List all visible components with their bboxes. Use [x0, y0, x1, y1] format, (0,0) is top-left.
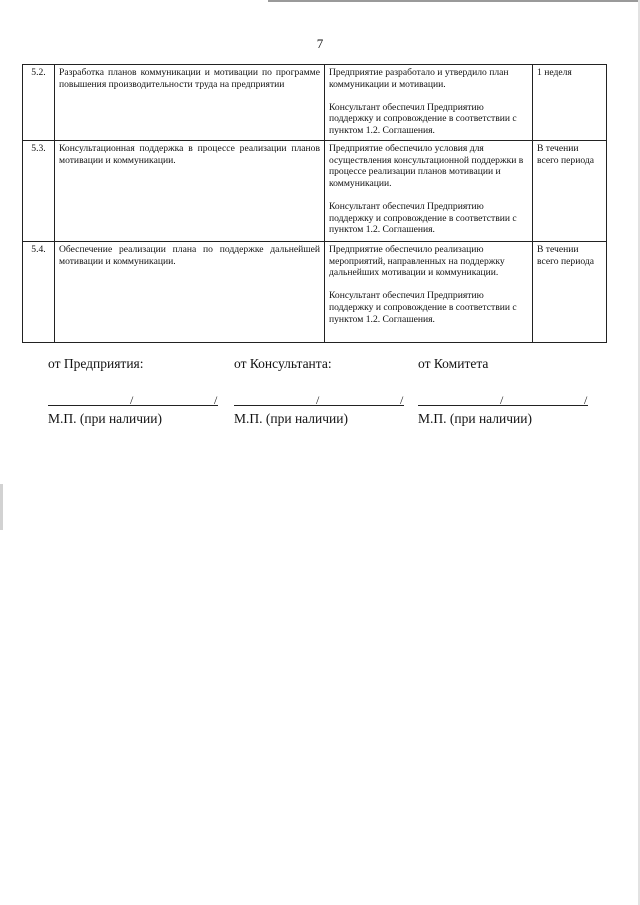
- result-paragraph: Предприятие обеспечило условия для осуществления консультационной поддержки в процессе реализации планов мотивации и коммуникации.: [329, 143, 524, 189]
- signature-line: [48, 394, 218, 406]
- signature-enterprise: [48, 356, 218, 426]
- scan-edge-top: [268, 0, 640, 2]
- task-description: Обеспечение реализации плана по поддержке дальнейшей мотивации и коммуникации.: [55, 242, 325, 343]
- result-description: [325, 141, 533, 242]
- row-number: 5.2.: [23, 65, 55, 141]
- table-row: [23, 141, 607, 242]
- signature-line-divider: /: [500, 393, 504, 407]
- term: В течении всего периода: [533, 141, 607, 242]
- seal-note: М.П. (при наличии): [418, 411, 532, 426]
- signature-line-divider: /: [400, 393, 404, 407]
- row-number: 5.4.: [23, 242, 55, 343]
- signature-party-label: от Комитета: [418, 356, 489, 371]
- result-description: [325, 242, 533, 343]
- signature-line-divider: /: [316, 393, 320, 407]
- table-row: [23, 65, 607, 141]
- task-description: Разработка планов коммуникации и мотивации по программе повышения производительности труда на предприятии: [55, 65, 325, 141]
- result-paragraph: Предприятие разработало и утвердило план коммуникации и мотивации.: [329, 67, 509, 90]
- signature-line-divider: /: [584, 393, 588, 407]
- signature-line-divider: /: [130, 393, 134, 407]
- page-number: 7: [316, 36, 324, 51]
- signature-line: [234, 394, 404, 406]
- result-description: [325, 65, 533, 141]
- result-paragraph: Консультант обеспечил Предприятию поддержку и сопровождение в соответствии с пунктом 1.2. Соглашения.: [329, 290, 517, 325]
- term: В течении всего периода: [533, 242, 607, 343]
- result-paragraph: Предприятие обеспечило реализацию мероприятий, направленных на поддержку дальнейших мотивации и коммуникации.: [329, 244, 505, 279]
- work-plan-table: [22, 64, 607, 343]
- row-number: 5.3.: [23, 141, 55, 242]
- task-description: Консультационная поддержка в процессе реализации планов мотивации и коммуникации.: [55, 141, 325, 242]
- seal-note: М.П. (при наличии): [48, 411, 162, 426]
- term: 1 неделя: [533, 65, 607, 141]
- signature-line-divider: /: [214, 393, 218, 407]
- result-paragraph: Консультант обеспечил Предприятию поддержку и сопровождение в соответствии с пунктом 1.2. Соглашения.: [329, 101, 517, 136]
- result-paragraph: Консультант обеспечил Предприятию поддержку и сопровождение в соответствии с пунктом 1.2. Соглашения.: [329, 200, 517, 236]
- signature-line: [418, 394, 588, 406]
- seal-note: М.П. (при наличии): [234, 411, 348, 426]
- scan-edge-left: [0, 484, 3, 530]
- signature-party-label: от Консультанта:: [234, 356, 332, 371]
- signature-consultant: [234, 356, 404, 426]
- signature-party-label: от Предприятия:: [48, 356, 144, 371]
- signature-committee: [418, 356, 588, 426]
- table-row: [23, 242, 607, 343]
